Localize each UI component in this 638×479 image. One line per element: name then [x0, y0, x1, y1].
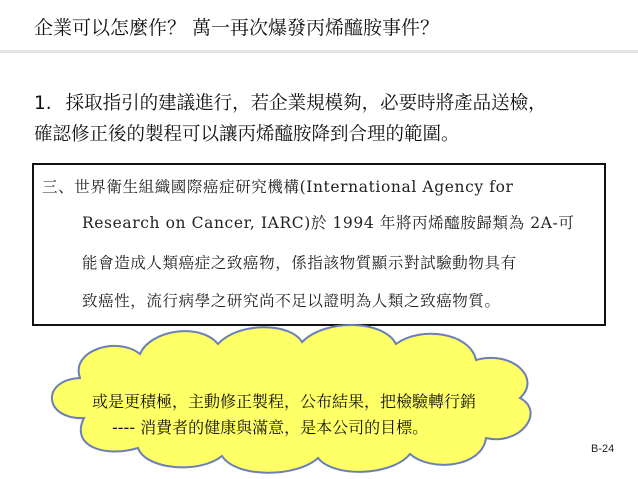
quote-line-4: 致癌性，流行病學之研究尚不足以證明為人類之致癌物質。 [82, 292, 501, 310]
page-number: B-24 [591, 443, 615, 455]
point-number: 1. [34, 93, 52, 114]
page-title: 企業可以怎麼作？ 萬一再次爆發丙烯醯胺事件？ [34, 17, 440, 39]
point-line-1: 採取指引的建議進行，若企業規模夠，必要時將產品送檢， [65, 93, 547, 114]
quote-line-1: 三、世界衛生組織國際癌症研究機構(International Agency for [42, 178, 514, 196]
callout-line-1: 或是更積極，主動修正製程，公布結果，把檢驗轉行銷 [92, 392, 477, 411]
callout-line-2: ---- 消費者的健康與滿意，是本公司的目標。 [112, 418, 429, 437]
point-line-2: 確認修正後的製程可以讓丙烯醯胺降到合理的範圍。 [34, 124, 460, 145]
quote-line-3: 能會造成人類癌症之致癌物，係指該物質顯示對試驗動物具有 [82, 254, 517, 272]
quote-line-2: Research on Cancer, IARC)於 1994 年將丙烯醯胺歸類為 2A-可 [82, 214, 575, 232]
